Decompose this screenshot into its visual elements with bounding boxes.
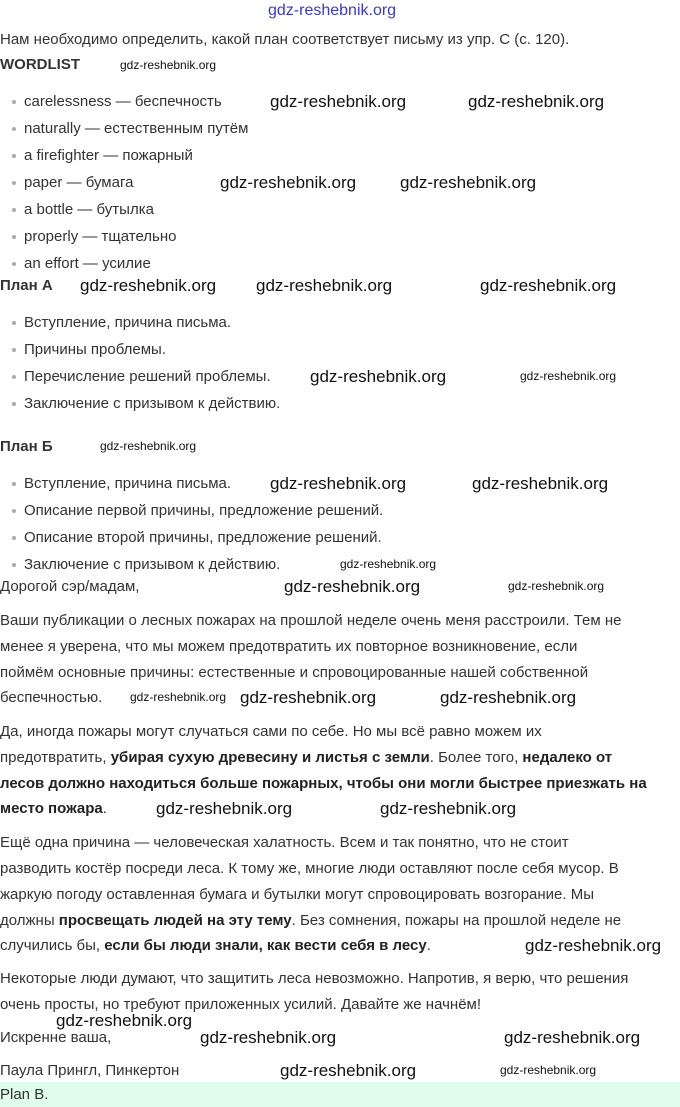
text: очень просты, но требуют приложенных усилий. Давайте же начнём! <box>0 996 482 1013</box>
letter-line <box>0 638 577 655</box>
bullet-icon <box>12 127 16 131</box>
watermark: gdz-reshebnik.org <box>156 799 293 818</box>
watermark: gdz-reshebnik.org <box>220 173 357 192</box>
plan-a-heading: План А <box>0 277 53 294</box>
list-item-text: paper — бумага <box>24 174 134 191</box>
watermark: gdz-reshebnik.org <box>80 276 217 295</box>
watermark: gdz-reshebnik.org <box>310 367 447 386</box>
bullet-icon <box>12 100 16 104</box>
watermark: gdz-reshebnik.org <box>284 577 421 596</box>
text: Ваши публикации о лесных пожарах на прошлой неделе очень меня расстроили. Тем не <box>0 612 622 629</box>
letter-closing: Искренне ваша, <box>0 1029 112 1046</box>
text: поймём основные причины: естественные и спровоцированные нашей собственной <box>0 664 589 681</box>
bold-text: место пожара <box>0 800 103 817</box>
watermark: gdz-reshebnik.org <box>56 1011 193 1030</box>
list-item <box>12 395 280 412</box>
text: Некоторые люди думают, что защитить леса невозможно. Напротив, я верю, что решения <box>0 970 629 987</box>
bullet-icon <box>12 321 16 325</box>
watermark: gdz-reshebnik.org <box>472 474 609 493</box>
answer-box <box>0 1082 680 1107</box>
list-item-text: Заключение с призывом к действию. <box>24 556 281 573</box>
watermark: gdz-reshebnik.org <box>240 688 377 707</box>
letter-line <box>0 800 107 817</box>
list-item <box>12 314 231 331</box>
list-item <box>12 147 193 164</box>
list-item <box>12 368 271 385</box>
intro-text: Нам необходимо определить, какой план соответствует письму из упр. C (с. 120). <box>0 31 570 48</box>
text: разводить костёр посреди леса. К тому же, многие люди оставляют после себя мусор. В <box>0 860 619 877</box>
wordlist-heading: WORDLIST <box>0 56 80 73</box>
site-watermark-link[interactable]: gdz-reshebnik.org <box>268 2 397 19</box>
bullet-icon <box>12 262 16 266</box>
list-item-text: naturally — естественным путём <box>24 120 249 137</box>
text: жаркую погоду оставленная бумага и бутылки могут спровоцировать возгорание. Мы <box>0 886 595 903</box>
letter-line <box>0 834 569 851</box>
list-item-text: Описание второй причины, предложение решений. <box>24 529 382 546</box>
list-item <box>12 255 151 272</box>
letter-line <box>0 860 619 877</box>
letter-line <box>0 723 542 740</box>
watermark: gdz-reshebnik.org <box>200 1028 337 1047</box>
watermark: gdz-reshebnik.org <box>520 369 617 383</box>
text: . Более того, <box>429 749 523 766</box>
watermark: gdz-reshebnik.org <box>504 1028 641 1047</box>
text: беспечностью. <box>0 689 103 706</box>
list-item-text: a bottle — бутылка <box>24 201 154 218</box>
list-item <box>12 120 248 137</box>
bullet-icon <box>12 482 16 486</box>
bold-text: недалеко от <box>522 749 613 766</box>
watermark: gdz-reshebnik.org <box>270 92 407 111</box>
watermark: gdz-reshebnik.org <box>468 92 605 111</box>
text: . <box>102 800 107 817</box>
watermark: gdz-reshebnik.org <box>400 173 537 192</box>
watermark: gdz-reshebnik.org <box>525 936 662 955</box>
watermark: gdz-reshebnik.org <box>500 1063 597 1077</box>
bold-text: убирая сухую древесину и листья с земли <box>110 749 430 766</box>
watermark: gdz-reshebnik.org <box>270 474 407 493</box>
watermark: gdz-reshebnik.org <box>440 688 577 707</box>
bullet-icon <box>12 154 16 158</box>
list-item-text: Описание первой причины, предложение решений. <box>24 502 384 519</box>
list-item-text: Заключение с призывом к действию. <box>24 395 281 412</box>
text: случились бы, <box>0 937 105 954</box>
list-item <box>12 93 222 110</box>
list-item-text: Вступление, причина письма. <box>24 314 232 331</box>
letter-line <box>0 749 612 766</box>
list-item <box>12 556 280 573</box>
text: должны <box>0 912 59 929</box>
watermark: gdz-reshebnik.org <box>130 690 227 704</box>
text: . Без сомнения, пожары на прошлой неделе не <box>291 912 622 929</box>
text: Да, иногда пожары могут случаться сами по себе. Но мы всё равно можем их <box>0 723 542 740</box>
bullet-icon <box>12 536 16 540</box>
list-item <box>12 201 154 218</box>
bold-text: просвещать людей на эту тему <box>58 912 292 929</box>
watermark: gdz-reshebnik.org <box>380 799 517 818</box>
letter-line <box>0 612 622 629</box>
watermark: gdz-reshebnik.org <box>280 1061 417 1080</box>
watermark: gdz-reshebnik.org <box>480 276 617 295</box>
bold-text: лесов должно находиться больше пожарных, чтобы они могли быстрее приезжать на <box>0 775 647 792</box>
list-item-text: Перечисление решений проблемы. <box>24 368 271 385</box>
watermark: gdz-reshebnik.org <box>508 579 605 593</box>
letter-signature: Паула Прингл, Пинкертон <box>0 1062 180 1079</box>
list-item <box>12 341 166 358</box>
list-item <box>12 174 133 191</box>
bullet-icon <box>12 563 16 567</box>
list-item <box>12 502 383 519</box>
bullet-icon <box>12 235 16 239</box>
list-item-text: a firefighter — пожарный <box>24 147 193 164</box>
watermark: gdz-reshebnik.org <box>340 557 437 571</box>
letter-line <box>0 912 621 929</box>
letter-line <box>0 886 594 903</box>
letter-line <box>0 937 431 954</box>
list-item-text: Причины проблемы. <box>24 341 167 358</box>
text: предотвратить, <box>0 749 111 766</box>
answer-text: Plan B. <box>0 1086 49 1103</box>
bullet-icon <box>12 348 16 352</box>
watermark: gdz-reshebnik.org <box>256 276 393 295</box>
watermark: gdz-reshebnik.org <box>100 439 197 453</box>
text: менее я уверена, что мы можем предотвратить их повторное возникновение, если <box>0 638 578 655</box>
bullet-icon <box>12 375 16 379</box>
bullet-icon <box>12 181 16 185</box>
letter-line <box>0 970 628 987</box>
list-item-text: Вступление, причина письма. <box>24 475 232 492</box>
letter-line <box>0 689 102 706</box>
letter-line <box>0 775 647 792</box>
text: Ещё одна причина — человеческая халатность. Всем и так понятно, что не стоит <box>0 834 569 851</box>
letter-line <box>0 664 588 681</box>
plan-b-heading: План Б <box>0 438 53 455</box>
list-item-text: carelessness — беспечность <box>24 93 222 110</box>
bold-text: если бы люди знали, как вести себя в лесу <box>104 937 427 954</box>
watermark: gdz-reshebnik.org <box>120 58 217 72</box>
list-item-text: properly — тщательно <box>24 228 177 245</box>
letter-greeting: Дорогой сэр/мадам, <box>0 578 140 595</box>
list-item-text: an effort — усилие <box>24 255 151 272</box>
bullet-icon <box>12 402 16 406</box>
list-item <box>12 228 177 245</box>
bullet-icon <box>12 208 16 212</box>
bullet-icon <box>12 509 16 513</box>
list-item <box>12 475 231 492</box>
list-item <box>12 529 382 546</box>
text: . <box>426 937 431 954</box>
